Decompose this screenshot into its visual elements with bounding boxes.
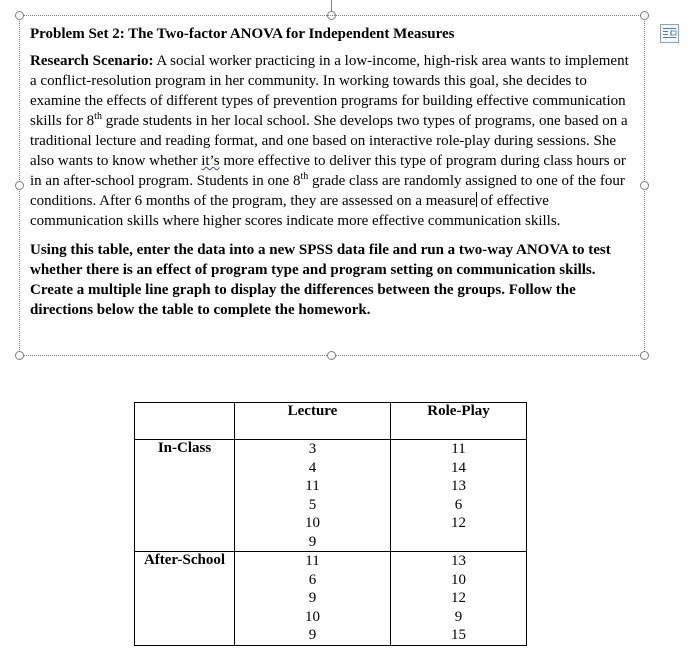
value: 11 — [305, 553, 320, 569]
value: 10 — [305, 515, 320, 531]
cell-after-school-lecture — [235, 552, 391, 646]
value: 9 — [454, 608, 463, 625]
value: 15 — [451, 627, 466, 643]
resize-handle-top-left[interactable] — [15, 11, 24, 20]
header-cell-empty — [135, 403, 235, 440]
data-table — [134, 402, 527, 646]
value: 9 — [308, 627, 317, 643]
cell-in-class-lecture — [235, 440, 391, 552]
scenario-text-2: grade students in her local school. She develops two types of programs, one based on a traditional lecture and reading format, and one based on interactive role-play during sessions. She also wants to know whether — [30, 113, 628, 169]
layout-options-button[interactable] — [660, 24, 679, 43]
value: 11 — [305, 478, 320, 494]
superscript-th-2: th — [300, 171, 309, 182]
scenario-text-3: more effective to deliver this type of program during class hours or in an after-school program. Students in one 8 — [30, 153, 626, 189]
value: 14 — [451, 459, 466, 476]
value: 6 — [308, 571, 317, 588]
value: 12 — [451, 590, 466, 606]
table-row — [135, 440, 527, 552]
row-label-after-school: After-School — [135, 552, 235, 646]
resize-handle-bottom-left[interactable] — [15, 351, 24, 360]
value: 11 — [451, 441, 466, 457]
text-box-content[interactable] — [30, 24, 636, 320]
resize-handle-left[interactable] — [15, 181, 24, 190]
value: 4 — [308, 459, 317, 476]
value: 10 — [305, 608, 320, 625]
cell-after-school-role-play — [391, 552, 527, 646]
resize-handle-top-right[interactable] — [640, 11, 649, 20]
layout-options-icon — [661, 25, 678, 42]
value: 13 — [451, 478, 466, 494]
value: 6 — [454, 496, 463, 513]
cell-in-class-role-play — [391, 440, 527, 552]
instructions-paragraph: Using this table, enter the data into a new SPSS data file and run a two-way ANOVA to test whether there is an effect of program type and program setting on communication skills. Create a multiple line graph to display the differences between the groups. Follow the directions below the table to complete the homework. — [30, 242, 611, 318]
value: 12 — [451, 515, 466, 531]
resize-handle-right[interactable] — [640, 181, 649, 190]
scenario-text-1: A social worker practicing in a low-income, high-risk area wants to implement a conflict-resolution program in her community. In working towards this goal, she decides to examine the effects of different types of prevention programs for building effective communication skills for 8 — [30, 53, 629, 129]
scenario-label: Research Scenario: — [30, 53, 154, 69]
problem-set-title: Problem Set 2: The Two-factor ANOVA for Independent Measures — [30, 26, 455, 42]
value: 5 — [308, 496, 317, 513]
table-header-row — [135, 403, 527, 440]
scenario-text-5: of effective communication skills where higher scores indicate more effective communication skills. — [30, 193, 561, 229]
scenario-text-4: grade class are randomly assigned to one of the four conditions. After 6 months of the program, they are assessed on a measure — [30, 173, 625, 209]
value: 13 — [451, 553, 466, 569]
value: 10 — [451, 571, 466, 588]
value: 9 — [308, 533, 317, 550]
header-cell-lecture: Lecture — [235, 403, 391, 440]
value: 9 — [308, 590, 317, 606]
research-scenario-paragraph — [30, 51, 636, 231]
superscript-th-1: th — [94, 111, 102, 122]
row-label-in-class: In-Class — [135, 440, 235, 552]
value: 3 — [308, 441, 317, 457]
table-row — [135, 552, 527, 646]
header-cell-role-play: Role-Play — [391, 403, 527, 440]
spelling-flagged-word[interactable]: it’s — [201, 153, 220, 169]
resize-handle-bottom[interactable] — [327, 351, 336, 360]
resize-handle-bottom-right[interactable] — [640, 351, 649, 360]
